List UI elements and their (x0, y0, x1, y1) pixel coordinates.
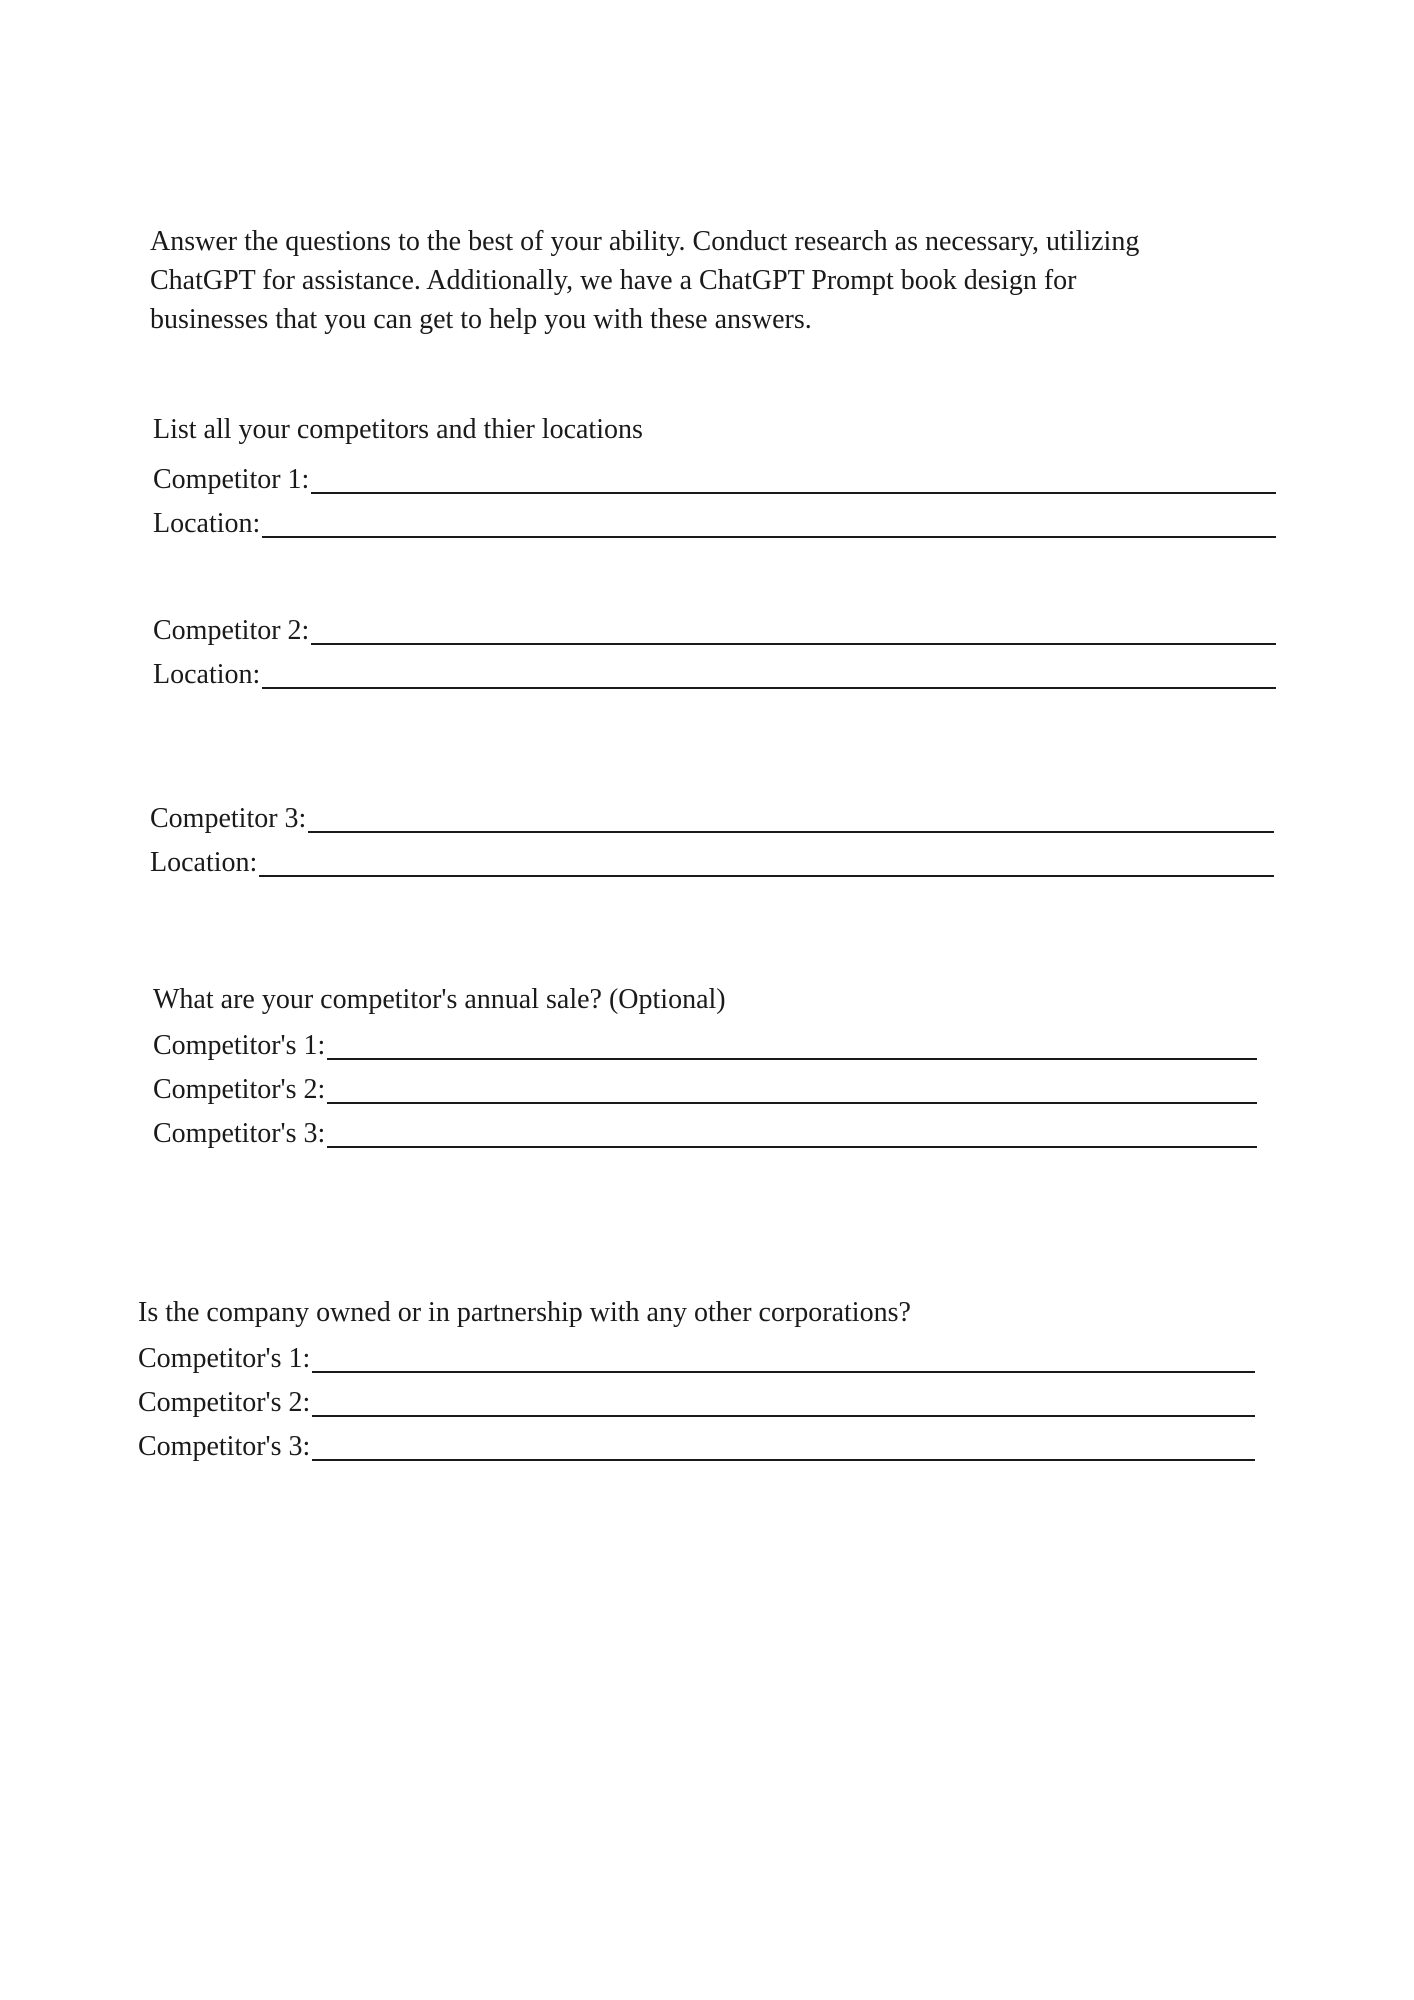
ownership-heading: Is the company owned or in partnership with any other corporations? (138, 1297, 911, 1328)
competitor-2-location-field[interactable] (262, 665, 1276, 689)
competitor-3-label: Competitor 3: (150, 803, 307, 834)
competitor-1-name-row (153, 464, 1276, 508)
competitor-3-name-row (150, 803, 1274, 847)
annual-sales-heading: What are your competitor's annual sale? (Optional) (153, 984, 726, 1015)
competitor-3-group (150, 803, 1274, 891)
competitor-2-name-field[interactable] (311, 621, 1276, 645)
ownership-field-1[interactable] (312, 1349, 1255, 1373)
competitors-section (153, 414, 1276, 460)
ownership-row (138, 1343, 1255, 1387)
ownership-field-2[interactable] (312, 1393, 1255, 1417)
ownership-label-1: Competitor's 1: (138, 1343, 311, 1374)
annual-sales-row (153, 1030, 1257, 1074)
competitor-1-group (153, 464, 1276, 552)
competitor-2-name-row (153, 615, 1276, 659)
competitor-2-location-label: Location: (153, 659, 261, 690)
ownership-label-2: Competitor's 2: (138, 1387, 311, 1418)
competitor-2-label: Competitor 2: (153, 615, 310, 646)
competitor-2-group (153, 615, 1276, 703)
ownership-row (138, 1431, 1255, 1475)
competitor-3-name-field[interactable] (308, 809, 1274, 833)
competitor-1-location-row (153, 508, 1276, 552)
annual-sales-label-1: Competitor's 1: (153, 1030, 326, 1061)
competitor-3-location-label: Location: (150, 847, 258, 878)
competitors-heading: List all your competitors and thier locations (153, 414, 643, 445)
competitor-1-location-field[interactable] (262, 514, 1276, 538)
competitor-1-location-label: Location: (153, 508, 261, 539)
competitor-1-name-field[interactable] (311, 470, 1276, 494)
ownership-label-3: Competitor's 3: (138, 1431, 311, 1462)
instructions-line-2: ChatGPT for assistance. Additionally, we have a ChatGPT Prompt book design for (150, 265, 1077, 296)
competitor-3-location-row (150, 847, 1274, 891)
annual-sales-row (153, 1074, 1257, 1118)
instructions-line-3: businesses that you can get to help you with these answers. (150, 304, 812, 335)
annual-sales-label-2: Competitor's 2: (153, 1074, 326, 1105)
ownership-section (138, 1297, 1255, 1475)
annual-sales-label-3: Competitor's 3: (153, 1118, 326, 1149)
annual-sales-row (153, 1118, 1257, 1162)
annual-sales-field-1[interactable] (327, 1036, 1257, 1060)
annual-sales-field-2[interactable] (327, 1080, 1257, 1104)
annual-sales-section (153, 984, 1257, 1162)
instructions-paragraph (150, 222, 1150, 339)
competitor-1-label: Competitor 1: (153, 464, 310, 495)
instructions-line-1: Answer the questions to the best of your ability. Conduct research as necessary, utilizing (150, 226, 1140, 257)
ownership-row (138, 1387, 1255, 1431)
competitor-2-location-row (153, 659, 1276, 703)
annual-sales-field-3[interactable] (327, 1124, 1257, 1148)
competitor-3-location-field[interactable] (259, 853, 1274, 877)
ownership-field-3[interactable] (312, 1437, 1255, 1461)
